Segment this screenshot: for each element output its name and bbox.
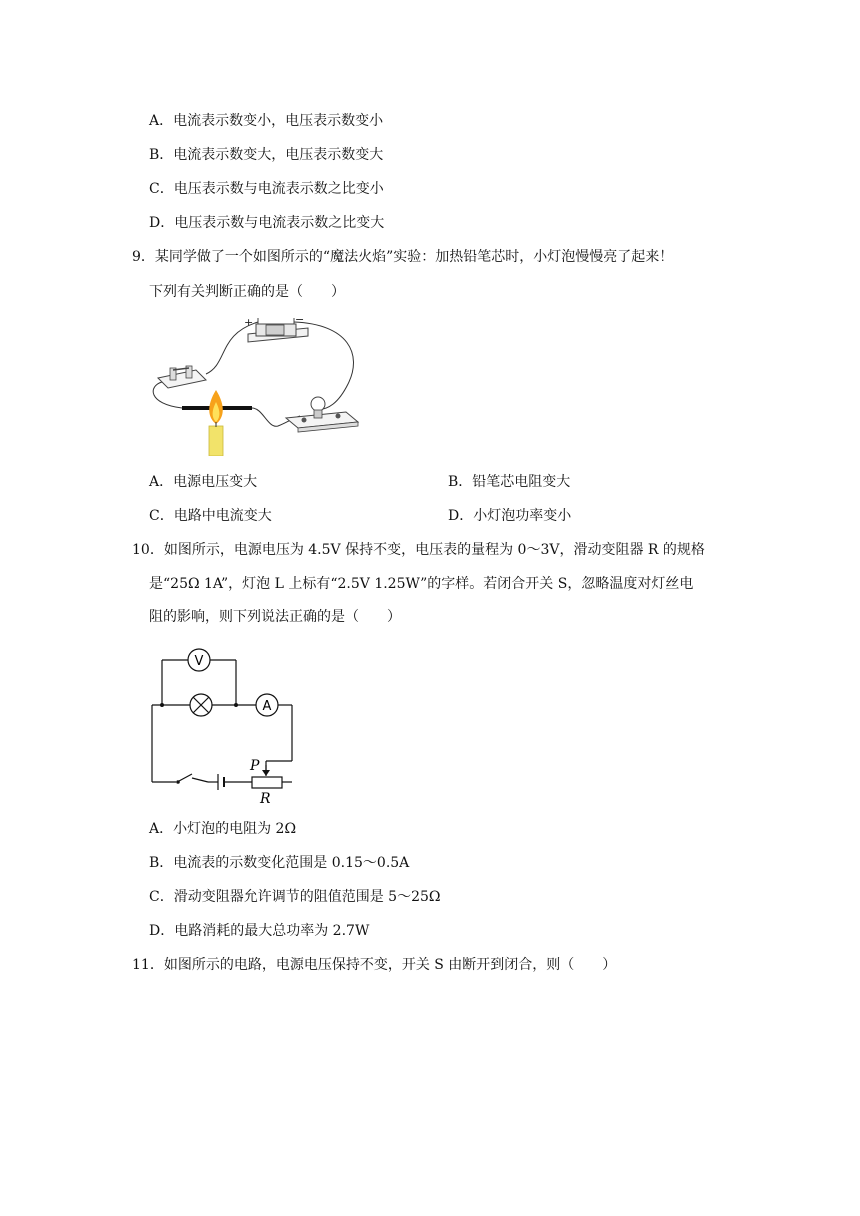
switch-icon <box>158 366 206 388</box>
q10-option-a: A．小灯泡的电阻为 2Ω <box>149 821 297 837</box>
q9-option-a: A．电源电压变大 <box>149 474 258 490</box>
q10-option-d: D．电路消耗的最大总功率为 2.7W <box>149 923 370 939</box>
q9-magic-flame-figure <box>148 314 363 456</box>
q10-option-c: C．滑动变阻器允许调节的阻值范围是 5～25Ω <box>149 889 441 905</box>
slider-label: P <box>250 758 260 774</box>
q8-option-a: A．电流表示数变小，电压表示数变小 <box>149 113 384 129</box>
q8-option-d: D．电压表示数与电流表示数之比变大 <box>149 215 385 231</box>
q10-stem-line2: 是“25Ω 1A”，灯泡 L 上标有“2.5V 1.25W”的字样。若闭合开关 S，忽略温度对灯丝电 <box>149 576 694 592</box>
q8-option-b: B．电流表示数变大，电压表示数变大 <box>149 147 384 163</box>
rheostat-label: R <box>260 791 271 807</box>
q10-stem-line1: 10．如图所示，电源电压为 4.5V 保持不变，电压表的量程为 0～3V，滑动变阻器 R 的规格 <box>132 542 705 558</box>
q10-option-b: B．电流表的示数变化范围是 0.15～0.5A <box>149 855 410 871</box>
bulb-icon <box>286 397 358 432</box>
switch-icon <box>176 774 192 784</box>
q10-stem-line3: 阻的影响，则下列说法正确的是（ ） <box>149 609 401 625</box>
lamp-icon <box>190 694 212 716</box>
battery-minus-label: − <box>295 314 305 326</box>
ammeter-label: A <box>262 699 272 714</box>
q9-option-d: D．小灯泡功率变小 <box>448 508 572 524</box>
junction-right <box>234 703 238 707</box>
candle-flame-icon <box>209 390 223 456</box>
battery-icon <box>218 774 224 790</box>
junction-left <box>160 703 164 707</box>
q9-option-c: C．电路中电流变大 <box>149 508 272 524</box>
q8-option-c: C．电压表示数与电流表示数之比变小 <box>149 181 384 197</box>
battery-plus-label: + <box>244 316 254 329</box>
q10-circuit-diagram <box>148 645 298 810</box>
q9-stem-line2: 下列有关判断正确的是（ ） <box>149 284 345 300</box>
q9-stem-line1: 9．某同学做了一个如图所示的“魔法火焰”实验：加热铅笔芯时，小灯泡慢慢亮了起来！ <box>132 249 674 265</box>
q9-option-b: B．铅笔芯电阻变大 <box>448 474 571 490</box>
q11-stem-line1: 11．如图所示的电路，电源电压保持不变，开关 S 由断开到闭合，则（ ） <box>132 957 617 973</box>
voltmeter-label: V <box>194 654 204 669</box>
